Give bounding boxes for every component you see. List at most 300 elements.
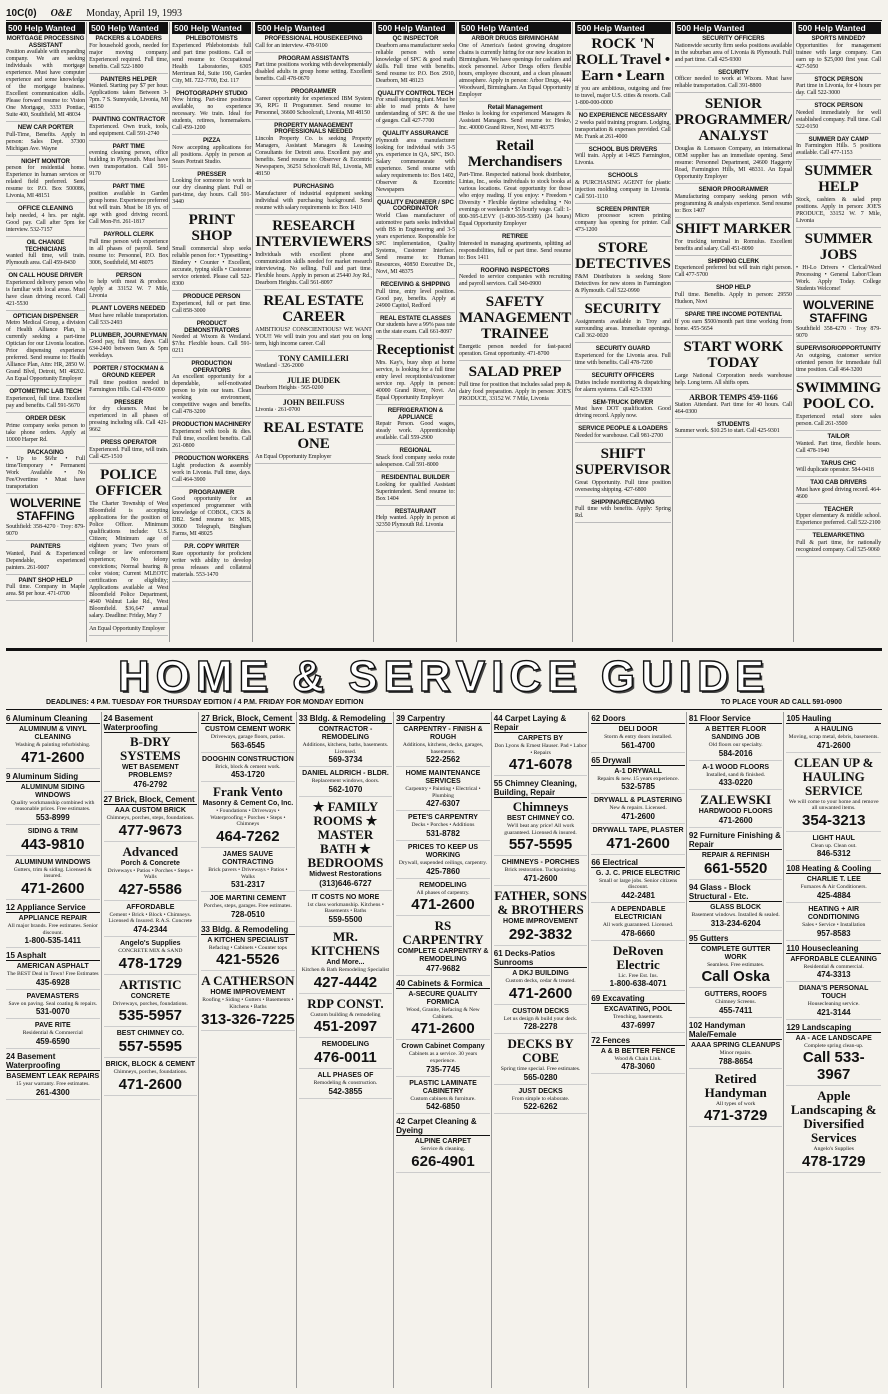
service-ad	[6, 1073, 100, 1100]
service-category: 44 Carpet Laying & Repair	[494, 714, 588, 733]
ad-title: RESIDENTIAL BUILDER	[381, 473, 450, 481]
ad-title: Retail Management	[487, 103, 543, 111]
service-category: 33 Bldg. & Remodeling	[201, 925, 295, 935]
ad-headline: SENIOR PROGRAMMER/ ANALYST	[674, 96, 792, 145]
service-body: 1st class workmanship. Kitchens • Basements • Baths	[307, 901, 384, 915]
ad-title: PAINTERS	[30, 543, 61, 551]
service-body: Custom cabinets & furniture.	[410, 1095, 476, 1102]
help-column	[89, 22, 170, 642]
service-display-name: ★ FAMILY ROOMS ★ MASTER BATH ★ BEDROOMS	[307, 798, 384, 870]
service-phone: 477-9682	[426, 964, 460, 974]
service-phone: Call 533-3967	[802, 1049, 865, 1084]
classified-ad	[459, 268, 571, 292]
classified-ad	[675, 221, 792, 256]
classified-ad	[255, 376, 372, 395]
ad-body: Call for an interview. 478-9100	[255, 42, 328, 49]
ad-body: One of America's fastest growing drugstore chains is currently hiring for our new location in Birmingham. We have openings for cashiers and stock personnel. Arbor Drugs offers flexible hours, employee discount, and a clean pleasant atmosphere. Apply in person: Arbor Drugs, 444 Woodward, Birmingham. An Equal Opportunity Employer	[458, 42, 572, 98]
ad-title: SECURITY	[718, 68, 749, 76]
ad-body: Westland · 326-2000	[255, 362, 304, 369]
service-phone: 292-3832	[508, 925, 573, 943]
ad-body: Wanted, Paid & Experienced Dependable, experienced painters. 261-9007	[6, 550, 86, 571]
service-body: Gutters, trim & siding. Licensed & insured.	[13, 866, 92, 880]
service-name: A KITCHEN SPECIALIST	[207, 936, 289, 944]
service-name: DOOGHIN CONSTRUCTION	[201, 755, 294, 763]
classified-ad	[376, 91, 455, 129]
ad-body: Experienced. Own truck, tools, and equipment. Call 591-2740	[89, 123, 169, 137]
service-body: Small or large jobs. Senior citizens discount.	[599, 877, 678, 891]
ad-body: Nationwide security firm seeks positions available in the suburban area of Livonia & Plymouth. Full and part time. Call 425-9300	[674, 42, 792, 63]
service-display-name: Retired Handyman	[704, 1070, 767, 1100]
ad-title: SHOP HELP	[715, 284, 751, 292]
service-ad	[396, 1138, 490, 1173]
service-phone: 542-6850	[426, 1102, 460, 1112]
service-phone: 1-800-535-1411	[24, 936, 82, 946]
service-ad	[591, 1006, 685, 1033]
service-category: 105 Hauling	[786, 714, 881, 724]
column-header: 500 Help Wanted	[6, 22, 85, 34]
service-name: CARPETS BY	[517, 735, 564, 742]
ad-title: OIL CHANGE TECHNICIANS	[24, 238, 67, 253]
service-category: 72 Fences	[591, 1036, 685, 1046]
classified-ad	[796, 507, 881, 531]
ad-body: Wanted. Part time, flexible hours. Call 478-1940	[795, 440, 881, 454]
service-ad	[591, 1048, 685, 1075]
service-phone: 522-2562	[426, 755, 460, 765]
service-body: Basement windows. Installed & sealed.	[691, 912, 780, 919]
ad-body: Full & part time, for nationally recognized company. Call 525-9060	[795, 539, 881, 553]
classified-ad	[376, 131, 455, 197]
ad-body: Opportunities for management trainee with large company. Can earn up to $25,000 first year. Call 427-5050	[795, 42, 881, 70]
service-name: ALPINE CARPET	[414, 1138, 472, 1146]
service-display-name: Advanced	[122, 843, 179, 859]
service-display-name: DECKS BY COBE	[507, 1036, 574, 1066]
service-phone: (313)646-6727	[319, 878, 372, 888]
service-name: PRICES TO KEEP US WORKING	[407, 843, 479, 859]
service-ad	[689, 1042, 783, 1069]
ad-body: Career opportunity for experienced IBM System 36, RPG II Programmer. Send resume to: Personnel, 36600 Schoolcraft, Livonia, MI 48150	[255, 95, 372, 116]
ad-body: Full time person with experience in all phases of payroll. Send resume to: Personnel, P.O. Box 3006, Southfield, MI 48075	[89, 238, 169, 266]
classified-ad	[675, 422, 792, 439]
ad-body: Snack food company seeks route salesperson. Call 591-8000	[375, 454, 455, 468]
classified-ad	[255, 36, 372, 53]
service-name: A DEPENDABLE ELECTRICIAN	[610, 905, 666, 921]
ad-body: Duties include monitoring & dispatching for alarm systems. Call 425-3300	[575, 379, 671, 393]
classified-ad	[459, 105, 571, 136]
service-name: ALUMINUM SIDING WINDOWS	[20, 783, 85, 799]
service-name: Porch & Concrete	[120, 859, 180, 867]
column-header: 500 Help Wanted	[89, 22, 168, 34]
classified-ad	[6, 159, 85, 204]
ad-title: PHOTOGRAPHY STUDIO	[175, 89, 248, 97]
ad-title: PIZZA	[203, 137, 221, 145]
ad-body: Wanted. Starting pay $7 per hour. Applications taken Between 3-7pm. 7 S. Sunnyside, Livonia, MI 48150	[89, 83, 169, 111]
classified-ad	[89, 467, 168, 623]
ad-body: If you are ambitious, outgoing and free to travel, major U.S. cities & resorts. Call 1-800-000-0000	[575, 86, 671, 106]
service-ad	[104, 1030, 198, 1058]
ad-headline: SECURITY	[584, 301, 662, 318]
ad-body: 2 weeks paid training program. Lodging, transportation & expenses provided. Call Mr. Frank at 261-4000	[575, 119, 671, 140]
ad-body: to help with meat & produce. Apply at 33152 W. 7 Mile, Livonia	[89, 279, 169, 300]
service-phone: 728-2278	[523, 1022, 558, 1032]
ad-body: Manufacturer of industrial equipment seeking individual with purchasing background. Send resume with salary requirements to: Box 1410	[255, 190, 372, 211]
service-display-name: A CATHERSON	[201, 973, 295, 989]
service-body: Repairs & new. 15 years experience.	[597, 775, 679, 782]
service-ad	[689, 852, 783, 880]
ad-title: PLUMBER, JOURNEYMAN	[90, 331, 167, 339]
service-category: 9 Aluminum Siding	[6, 772, 100, 782]
ad-body: Help wanted. Apply in person at 32350 Plymouth Rd. Livonia	[375, 515, 455, 529]
ad-body: For trucking terminal in Romulus. Excellent benefits and salary. Call 451-8090	[674, 238, 792, 252]
service-body: Sales • Service • Installation	[802, 921, 866, 928]
service-phone: 661-5520	[703, 860, 768, 878]
ad-body: Livonia · 261-0700	[255, 406, 301, 413]
ad-display-name: WOLVERINE STAFFING	[10, 496, 81, 524]
ad-body: An excellent opportunity for a dependable, self-motivated person to join our team. Clean working environment, competitive wages and benefits. Call 478-3200	[172, 374, 252, 416]
service-ad	[299, 1041, 393, 1069]
service-name: CHIMNEYS - PORCHES	[501, 859, 580, 867]
service-body: Custom building & remodeling	[310, 1011, 381, 1018]
classified-ad	[575, 426, 671, 443]
ad-title: TAXI CAB DRIVERS	[810, 479, 867, 487]
ad-headline: SAFETY MANAGEMENT TRAINEE	[458, 294, 572, 343]
ad-body: Experienced for the Livonia area. Full time with benefits. Call 478-7200	[575, 352, 671, 366]
service-ad	[6, 963, 100, 990]
service-body: Furnaces & Air Conditioners.	[800, 884, 867, 891]
classified-ad	[376, 200, 455, 279]
ad-body: Experienced, full or part time. Call 858-3000	[172, 300, 252, 314]
classified-ad	[376, 316, 455, 340]
service-name: BRICK, BLOCK & CEMENT	[105, 1061, 196, 1069]
column-header: 500 Help Wanted	[255, 22, 372, 34]
ad-title: SUPERVISOR/OPPORTUNITY	[796, 345, 881, 353]
service-body: All types of work	[716, 1100, 756, 1107]
service-body: Trenching, basements.	[612, 1014, 664, 1021]
classified-ad	[796, 380, 881, 431]
ad-body: Southfield 358-4270 · Troy 879-9070	[795, 326, 881, 340]
service-category: 27 Brick, Block, Cement	[201, 714, 295, 724]
service-name: AA - ACE LANDSCAPE	[795, 1034, 872, 1042]
ad-title: SENIOR PROGRAMMER	[698, 186, 769, 194]
ad-body: World Class manufacturer of automotive parts seeks individual with BS in Engineering and 3-5 years experience. Responsible for SPC implementation, Quality Systems, Customer Interface. Send resume to: Human Resources, 40850 Executive Dr., Novi, MI 48375	[375, 212, 455, 275]
service-ad	[299, 1072, 393, 1099]
service-phone: 471-2600	[21, 879, 85, 897]
ad-contact-name: TONY CAMILLERI	[278, 353, 349, 363]
ad-title: SECURITY OFFICERS	[591, 371, 655, 379]
service-body: Chimneys, porches, steps, foundations.	[106, 815, 195, 821]
classified-ad	[255, 56, 372, 87]
service-name: PAVE RITE	[34, 1022, 71, 1030]
ad-headline: STORE DETECTIVES	[575, 240, 671, 273]
ad-title: P.R. COPY WRITER	[184, 543, 240, 551]
service-name: Crown Cabinet Company	[401, 1043, 485, 1051]
service-ad	[786, 906, 881, 941]
classified-ad	[172, 544, 251, 582]
ad-title: PAINTERS HELPER	[100, 75, 157, 83]
classified-ad	[796, 346, 881, 377]
classified-ad	[796, 163, 881, 228]
ad-body: Summer work. $10.25 to start. Call 425-9301	[674, 428, 780, 435]
service-phone: 531-2317	[230, 880, 265, 890]
service-phone: 478-6660	[621, 928, 655, 938]
help-column	[6, 22, 87, 642]
ad-contact-name: ARBOR TEMPS 459-1166	[689, 392, 778, 402]
service-phone: 478-1729	[118, 954, 183, 972]
ad-body: Will duplicate operator. 584-0418	[795, 467, 874, 474]
ad-title: PROFESSIONAL HOUSEKEEPING	[264, 35, 363, 42]
ad-body: F&M Distributors is seeking Store Detectives for new stores in Farmington & Plymouth. Call 522-0990	[575, 274, 671, 295]
classified-ad	[6, 389, 85, 413]
ad-title: TARUS CHC	[820, 459, 857, 467]
service-category: 95 Gutters	[689, 934, 783, 944]
service-body: Drywall, suspended ceilings, carpentry.	[398, 859, 488, 866]
ad-title: SUMMER DAY CAMP	[808, 135, 869, 143]
classified-ad	[172, 91, 251, 136]
service-body: Service & cleaning.	[420, 1146, 466, 1153]
service-phone: 559-5500	[328, 914, 363, 924]
service-category: 66 Electrical	[591, 858, 685, 868]
classified-ad	[796, 36, 881, 74]
service-phone: 471-2600	[621, 811, 655, 821]
service-name: Masonry & Cement Co, Inc.	[202, 800, 294, 808]
ad-title: ON CALL HOUSE DRIVER	[8, 272, 83, 280]
home-service-guide-banner	[6, 648, 882, 710]
help-column	[459, 22, 573, 642]
service-body: Remodeling & construction.	[313, 1080, 378, 1087]
ad-headline: PRINT SHOP	[188, 212, 235, 245]
service-name: COMPLETE CARPENTRY & REMODELING	[397, 948, 489, 964]
service-name: GUTTERS, ROOFS	[704, 991, 767, 999]
classified-ad	[459, 138, 571, 231]
ad-body: Light production & assembly work in Livonia. Full time, days. Call 464-3900	[172, 462, 252, 483]
ad-body: help needed, 4 hrs. per night. Good pay. Call after 5pm for interview. 532-7157	[6, 212, 86, 233]
ad-body: Looking for qualified Assistant Superintendent. Send resume to: Box 1404	[375, 481, 455, 502]
service-body: CONCRETE MIX & SAND	[118, 947, 183, 954]
ad-title: SEM-TRUCK DRIVER	[592, 398, 654, 406]
service-body: Carpentry • Painting • Electrical • Plumbing	[405, 786, 481, 799]
column-header: 500 Help Wanted	[575, 22, 671, 34]
classified-ad	[575, 113, 671, 144]
service-display-name: Apple Landscaping & Diversified Services	[790, 1088, 877, 1146]
service-phone: Call Oska	[701, 968, 770, 986]
service-ad	[689, 793, 783, 828]
service-name: IT COSTS NO MORE	[311, 893, 380, 901]
service-body: Driveways, garage floors, patios.	[210, 734, 285, 740]
service-ad	[396, 814, 490, 841]
ad-title: RETIREE	[501, 233, 529, 241]
classified-ad	[172, 321, 251, 358]
classified-ad	[675, 259, 792, 283]
service-ad	[591, 906, 685, 941]
service-phone: 535-5957	[118, 1007, 183, 1025]
ad-title: PRODUCE PERSON	[183, 293, 241, 301]
service-ad	[591, 870, 685, 903]
service-ad	[591, 726, 685, 753]
service-name: HOME MAINTENANCE SERVICES	[405, 770, 481, 786]
ad-title: PROGRAMMER	[189, 488, 235, 496]
service-body: Replacement windows, doors.	[311, 778, 380, 785]
service-body: Save on paving. Seal coating & repairs.	[8, 1000, 98, 1007]
ad-body: Assignments available in Troy and surrounding areas. Immediate openings. Call 362-0020	[575, 319, 671, 340]
classified-ad	[172, 212, 251, 291]
service-ad	[786, 835, 881, 862]
ad-body: position available in Garden group home. Experience preferred but will train. Must be 18 yrs. of age with good driving record. Call Mon-Fri. 261-1817	[89, 190, 169, 225]
classified-ad	[675, 96, 792, 184]
ad-body: Position available with expanding company. We are seeking individuals with mortgage experience. Must have computer experience and some knowledge of the mortgage business. Excellent communication skills. Please forward resume to: Vision One Mortgage, 3333 Pontiac, Suite 400, Southfield, MI 48034	[6, 49, 86, 119]
ad-headline: SHIFT SUPERVISOR	[575, 445, 671, 478]
service-display-name: DeRoven Electric	[612, 942, 664, 972]
service-name: HOME IMPROVEMENT	[503, 917, 579, 925]
classified-ad	[376, 408, 455, 445]
service-ad	[786, 1089, 881, 1173]
ad-body: If you earn $500/month part time working from home. 455-5654	[674, 318, 792, 332]
service-ad	[299, 726, 393, 767]
service-ad	[689, 726, 783, 761]
service-phone: 471-2600	[118, 1075, 183, 1093]
service-phone: 735-7745	[426, 1064, 460, 1074]
service-category: 42 Carpet Cleaning & Dyeing	[396, 1117, 490, 1136]
service-body: All work guaranteed. Licensed.	[602, 921, 674, 928]
service-body: All major brands. Free estimates. Senior discount.	[7, 922, 98, 936]
service-name: ALUMINUM & VINYL CLEANING	[18, 726, 87, 741]
service-ad	[689, 904, 783, 931]
ad-headline: Retail Merchandisers	[467, 138, 563, 171]
ad-body: Interested in managing apartments, splitting ad responsibilities, full or part time. Send resume to: Box 1411	[458, 240, 572, 261]
ad-title: PACKAGING	[27, 448, 64, 456]
service-phone: 427-6307	[426, 799, 460, 809]
service-display-name: RS CARPENTRY	[402, 918, 484, 948]
service-name: PETE'S CARPENTRY	[408, 814, 478, 822]
service-category: 33 Bldg. & Remodeling	[299, 714, 393, 724]
service-body: Spring time special. Free estimates.	[500, 1066, 581, 1073]
service-name: REMODELING	[321, 1041, 370, 1049]
help-column	[675, 22, 794, 642]
service-name: PAVEMASTERS	[26, 992, 79, 1000]
service-category: 129 Landscaping	[786, 1023, 881, 1033]
ad-title: REAL ESTATE CLASSES	[379, 314, 451, 322]
classified-ad	[376, 509, 455, 533]
service-phone: 561-4700	[621, 740, 655, 750]
ad-title: TAILOR	[827, 432, 850, 440]
ad-body: Needed immediately for well established company. Full time. Call 522-0150	[795, 109, 881, 130]
help-column	[796, 22, 882, 642]
service-display-name: FATHER, SONS & BROTHERS	[494, 887, 587, 917]
service-ad	[786, 956, 881, 983]
service-name: BASEMENT LEAK REPAIRS	[6, 1072, 100, 1080]
service-display-name: MR. KITCHENS	[311, 928, 380, 958]
ad-title: PRESSER	[114, 398, 144, 406]
ad-title: ROOFING INSPECTORS	[480, 266, 550, 274]
publication-name: O&E	[50, 7, 73, 19]
service-phone: 542-3855	[328, 1086, 363, 1096]
ad-title: ORDER DESK	[25, 414, 66, 422]
ad-title: QUALITY CONTROL TECH	[377, 89, 454, 97]
ad-title: SHIPPING CLERK	[707, 257, 759, 265]
service-phone: 565-0280	[523, 1072, 558, 1082]
ad-contact-name: JOHN BEILFUSS	[282, 397, 345, 407]
service-phone: 478-3060	[621, 1062, 655, 1072]
ad-title: PRESSER	[197, 170, 227, 178]
ad-body: Full time, entry level position. Good pay, benefits. Apply at 24900 Capitol, Redford	[375, 288, 455, 309]
service-ad	[786, 726, 881, 753]
service-ad	[299, 894, 393, 927]
service-ad	[591, 944, 685, 992]
service-name: REMODELING	[419, 881, 467, 889]
service-ad	[6, 859, 100, 900]
ad-body: Prime company seeks person to take phone orders. Apply at 10000 Harper Rd.	[6, 422, 86, 443]
ad-title: PERSON	[115, 271, 142, 279]
classified-ad	[796, 231, 881, 296]
classified-ad	[255, 398, 372, 417]
ad-body: Full time with benefits. Apply: Spring Rd.	[575, 506, 671, 520]
service-ad	[6, 726, 100, 769]
service-phone: 471-2600	[523, 873, 558, 883]
service-category: 92 Furniture Finishing & Repair	[688, 831, 781, 850]
ad-headline: ROCK 'N ROLL Travel • Earn • Learn	[575, 36, 670, 84]
service-ad	[201, 974, 295, 1030]
classified-ad	[796, 480, 881, 504]
service-name: AAA CUSTOM BRICK	[114, 807, 186, 814]
ad-title: PAINT SHOP HELP	[18, 576, 73, 584]
service-ad	[494, 735, 588, 776]
service-body: Brick pavers • Driveways • Patios • Walks	[208, 866, 288, 880]
service-category: 27 Brick, Block, Cement	[104, 795, 198, 805]
classified-ad	[575, 173, 671, 204]
ad-title: NIGHT MONITOR	[21, 157, 70, 165]
service-phone: 522-6262	[523, 1102, 558, 1112]
banner-title: HOME & SERVICE GUIDE	[117, 652, 771, 701]
service-category: 94 Glass - Block Structural - Etc.	[689, 883, 783, 902]
ad-title: TEACHER	[823, 505, 854, 513]
ad-body: Experienced with tools & dies. Full time, excellent benefits. Call 261-0800	[172, 428, 252, 449]
ad-body: Full-Time, Benefits. Apply in person: Sales Dept. 37300 Michigan Ave. Wayne	[6, 131, 86, 152]
service-phone: 435-6928	[35, 977, 70, 987]
service-ad	[201, 937, 295, 972]
service-ad	[299, 800, 393, 891]
ad-title: SECURITY GUARD	[595, 345, 650, 353]
service-ad	[201, 785, 295, 848]
service-body: From simple to elaborate.	[511, 1095, 570, 1102]
page-number: 10C(0)	[6, 7, 37, 19]
classified-ad	[255, 184, 372, 215]
classified-ad	[459, 36, 571, 102]
ad-title: QC INSPECTOR	[392, 35, 439, 42]
service-ad	[104, 1061, 198, 1096]
classified-ad	[255, 293, 372, 351]
service-body: Seamless. Free estimates.	[707, 961, 765, 968]
ad-title: PORTER / STOCKMAN & GROUND KEEPER	[93, 365, 165, 379]
service-body: Moving, scrap metal, debris, basements.	[788, 734, 879, 740]
classified-ad	[6, 416, 85, 447]
classified-ad	[376, 282, 455, 313]
service-name: HEATING + AIR CONDITIONING	[807, 905, 860, 921]
service-phone: 531-8782	[426, 828, 460, 838]
column-header: 500 Help Wanted	[172, 22, 251, 34]
service-body: Complete spring clean-up.	[804, 1042, 864, 1049]
service-ad	[6, 1022, 100, 1049]
service-name: EXCAVATING, POOL	[604, 1006, 673, 1014]
ad-title: SCREEN PRINTER	[596, 205, 650, 213]
service-ad	[104, 940, 198, 975]
ad-body: Douglas & Lomason Company, an international OEM supplier has an immediate opening. Send resume: Personnel Department, 24600 Haggerty Road, Farmington Hills, MI 48331. An Equal Opportunity Employer	[674, 146, 792, 181]
ad-title: PRODUCTION OPERATORS	[191, 360, 232, 374]
service-phone: 584-2016	[718, 748, 753, 758]
classified-ad	[675, 339, 792, 390]
service-name: DIANA'S PERSONAL TOUCH	[799, 985, 869, 1001]
ad-title: PRESS OPERATOR	[100, 439, 157, 447]
service-ad	[689, 946, 783, 989]
service-body: Wood & Chain Link.	[614, 1055, 662, 1062]
service-phone: 453-1720	[230, 770, 265, 780]
